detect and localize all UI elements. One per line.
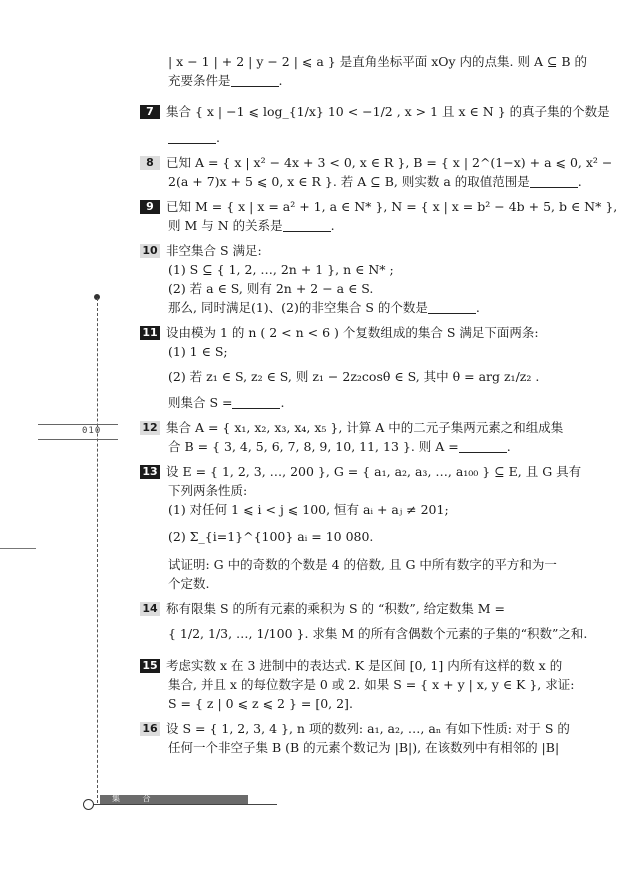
side-rule	[0, 548, 36, 549]
line-text: | x − 1 | + 2 | y − 2 | ⩽ a } 是直角坐标平面 xOy 内的点集. 则 A ⊆ B 的	[168, 54, 588, 69]
line-ending: .	[506, 439, 511, 454]
problem-11-line	[140, 323, 610, 342]
line-text: 合 B = { 3, 4, 5, 6, 7, 8, 9, 10, 11, 13 }. 则 A =	[168, 439, 459, 454]
footer-circle-icon	[83, 799, 94, 810]
answer-blank	[428, 301, 476, 314]
problem-7-line	[140, 96, 610, 128]
problem-number: 8	[140, 156, 160, 170]
line-text: (2) 若 a ∈ S, 则有 2n + 2 − a ∈ S.	[168, 281, 374, 296]
problem-number: 7	[140, 105, 160, 119]
text-line	[140, 481, 610, 500]
line-text: 那么, 同时满足(1)、(2)的非空集合 S 的个数是	[168, 300, 428, 315]
answer-blank	[283, 219, 331, 232]
text-line	[140, 361, 610, 393]
text-line	[140, 260, 610, 279]
margin-dashed-line	[97, 298, 98, 803]
line-text: 称有限集 S 的所有元素的乘积为 S 的 “积数”, 给定数集 M =	[166, 601, 505, 616]
text-line	[140, 500, 610, 519]
text-line	[140, 738, 610, 757]
answer-blank	[530, 175, 578, 188]
text-line	[140, 279, 610, 298]
problem-number: 12	[140, 421, 160, 435]
text-line	[140, 618, 610, 650]
problem-number: 11	[140, 326, 160, 340]
line-text: 2(a + 7)x + 5 ⩽ 0, x ∈ R }. 若 A ⊆ B, 则实数 a 的取值范围是	[168, 174, 530, 189]
line-text: { 1/2, 1/3, …, 1/100 }. 求集 M 的所有含偶数个元素的子集的“积数”之和.	[168, 626, 588, 641]
line-text: (1) S ⊆ { 1, 2, …, 2n + 1 }, n ∈ N* ;	[168, 262, 394, 277]
footer-rule	[92, 804, 277, 805]
line-ending: .	[330, 218, 335, 233]
line-text: 集合 A = { x₁, x₂, x₃, x₄, x₅ }, 计算 A 中的二元子集两元素之和组成集	[166, 420, 564, 435]
line-text: 则集合 S =	[168, 395, 233, 410]
text-line	[140, 71, 610, 90]
problem-10-line	[140, 241, 610, 260]
line-text: 已知 M = { x | x = a² + 1, a ∈ N* }, N = { x | x = b² − 4b + 5, b ∈ N* },	[166, 199, 618, 214]
footer-label: 集 合	[112, 794, 161, 803]
line-text: (1) 1 ∈ S;	[168, 344, 228, 359]
problem-number: 14	[140, 602, 160, 616]
line-text: 已知 A = { x | x² − 4x + 3 < 0, x ∈ R }, B = { x | 2^(1−x) + a ⩽ 0, x² −	[166, 155, 613, 170]
line-text: (2) 若 z₁ ∈ S, z₂ ∈ S, 则 z₁ − 2z₂cosθ ∈ S, 其中 θ = arg z₁/z₂ .	[168, 369, 540, 384]
line-text: S = { z | 0 ⩽ z ⩽ 2 } = [0, 2].	[168, 696, 353, 711]
line-ending: .	[577, 174, 582, 189]
problem-9-line	[140, 197, 618, 216]
line-ending: .	[475, 300, 480, 315]
problem-8-line	[140, 153, 613, 172]
text-line	[140, 52, 610, 71]
problem-number: 10	[140, 244, 160, 258]
line-text: (1) 对任何 1 ⩽ i < j ⩽ 100, 恒有 aᵢ + aⱼ ≠ 201;	[168, 502, 449, 517]
problem-13-line	[140, 462, 610, 481]
text-line	[140, 342, 610, 361]
text-line	[140, 393, 610, 412]
text-line	[140, 172, 610, 191]
text-line	[140, 216, 610, 235]
problem-number: 9	[140, 200, 160, 214]
line-text: 设由模为 1 的 n ( 2 < n < 6 ) 个复数组成的集合 S 满足下面两条:	[166, 325, 539, 340]
problem-number: 15	[140, 659, 160, 673]
text-line	[140, 574, 610, 593]
line-ending: .	[278, 73, 283, 88]
problem-15-line	[140, 656, 610, 675]
line-text: 下列两条性质:	[168, 483, 248, 498]
line-text: 试证明: G 中的奇数的个数是 4 的倍数, 且 G 中所有数字的平方和为一	[168, 557, 557, 572]
line-text: 充要条件是	[168, 73, 231, 88]
answer-blank	[232, 396, 280, 409]
line-text: (2) Σ_{i=1}^{100} aᵢ = 10 080.	[168, 529, 374, 544]
answer-blank	[168, 131, 216, 144]
text-line	[140, 675, 610, 694]
line-text: 集合 { x | −1 ⩽ log_{1/x} 10 < −1/2 , x > 1 且 x ∈ N } 的真子集的个数是	[166, 104, 610, 119]
line-text: 任何一个非空子集 B (B 的元素个数记为 |B|), 在该数列中有相邻的 |B|	[168, 740, 560, 755]
text-line	[140, 519, 610, 555]
text-line	[140, 694, 610, 713]
problem-12-line	[140, 418, 610, 437]
line-ending: .	[216, 130, 220, 145]
line-text: 设 S = { 1, 2, 3, 4 }, n 项的数列: a₁, a₂, …, aₙ 有如下性质: 对于 S 的	[166, 721, 570, 736]
line-text: 则 M 与 N 的关系是	[168, 218, 283, 233]
text-line	[140, 298, 610, 317]
text-line	[140, 555, 610, 574]
line-text: 非空集合 S 满足:	[166, 243, 262, 258]
problem-text	[140, 52, 618, 757]
problem-number: 16	[140, 722, 160, 736]
page-number: 010	[82, 426, 102, 436]
line-text: 集合, 并且 x 的每位数字是 0 或 2. 如果 S = { x + y | x, y ∈ K }, 求证:	[168, 677, 575, 692]
problem-number: 13	[140, 465, 160, 479]
text-line	[140, 437, 610, 456]
line-text: 考虑实数 x 在 3 进制中的表达式. K 是区间 [0, 1] 内所有这样的数 x 的	[166, 658, 563, 673]
problem-14-line	[140, 599, 610, 618]
problem-16-line	[140, 719, 610, 738]
text-line	[140, 128, 610, 147]
line-ending: .	[280, 395, 285, 410]
page-number-tab	[38, 424, 118, 440]
line-text: 个定数.	[168, 576, 210, 591]
answer-blank	[459, 440, 507, 453]
answer-blank	[231, 74, 279, 87]
line-text: 设 E = { 1, 2, 3, …, 200 }, G = { a₁, a₂, a₃, …, a₁₀₀ } ⊆ E, 且 G 具有	[166, 464, 582, 479]
